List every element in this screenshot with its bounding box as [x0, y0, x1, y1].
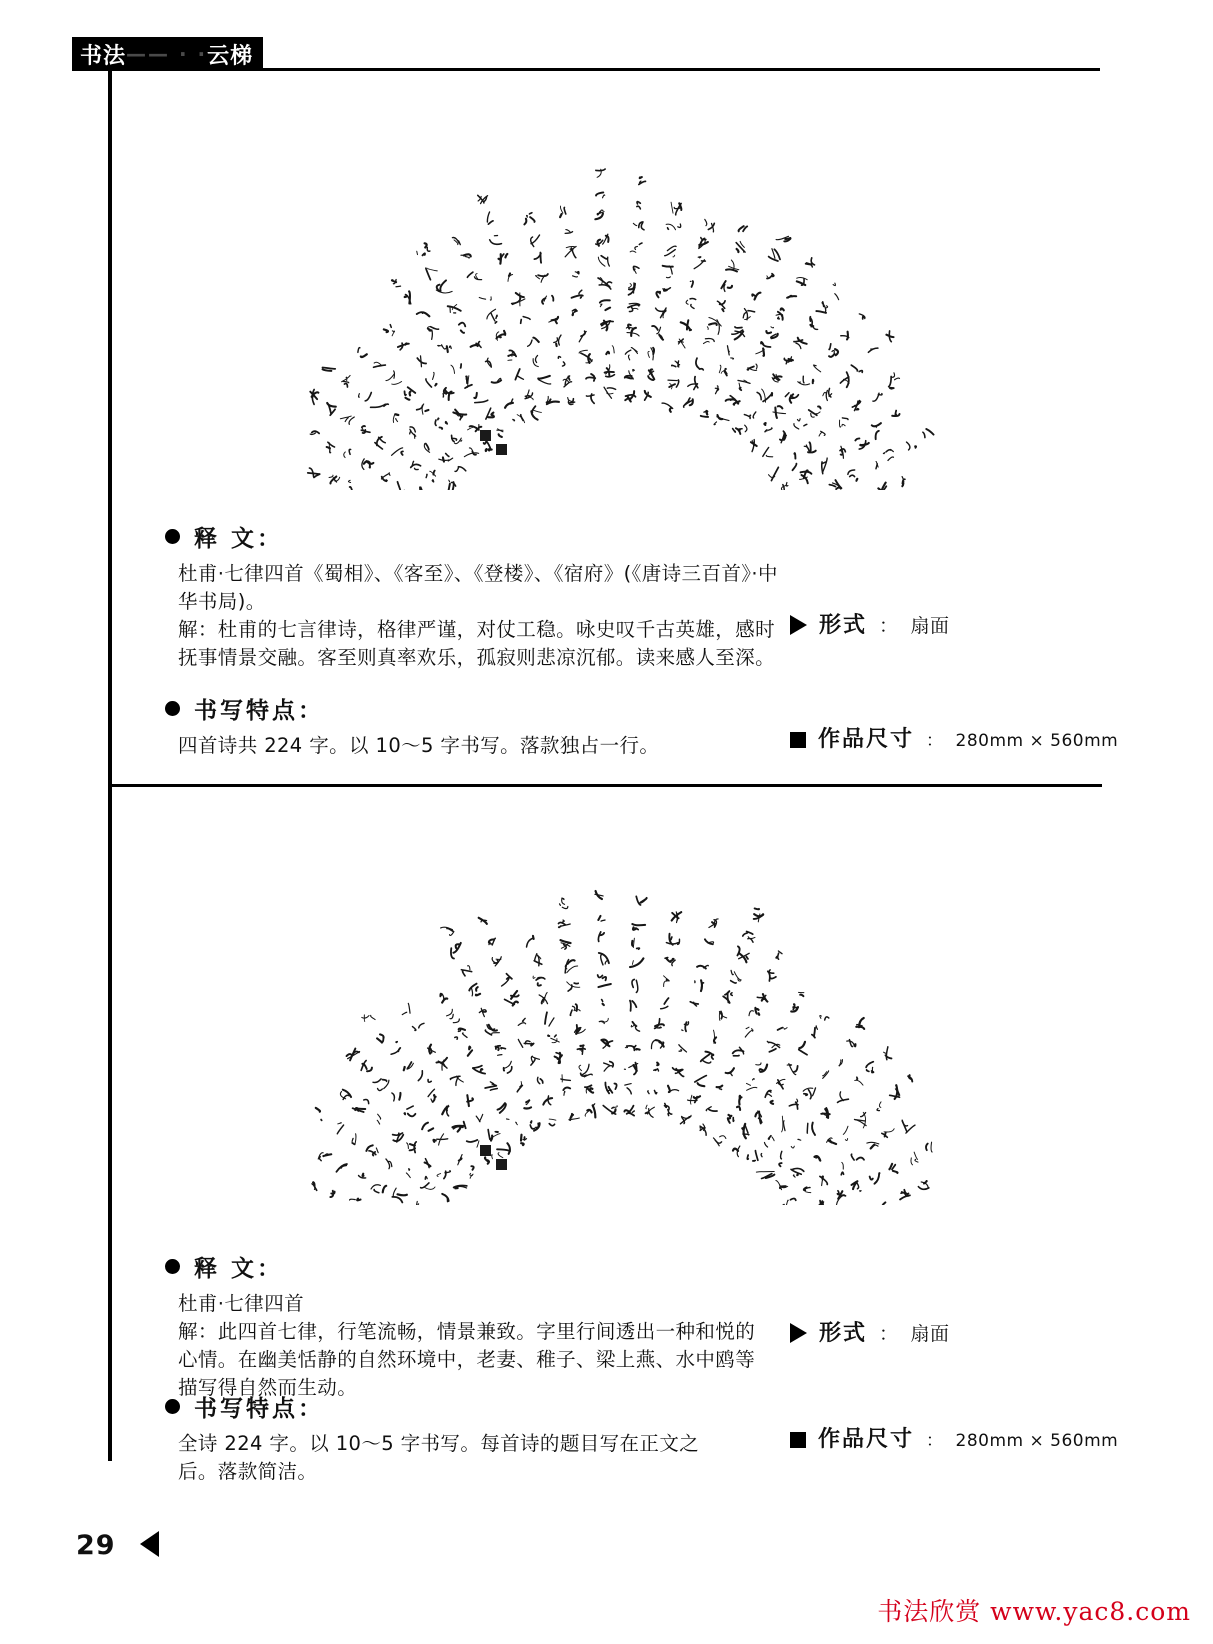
interpretation-source-1: 杜甫·七律四首《蜀相》、《客至》、《登楼》、《宿府》(《唐诗三百首》·中华书局)。: [178, 562, 778, 613]
form-label-1: 形式: [819, 613, 868, 638]
size-value-1: 280mm × 560mm: [955, 731, 1119, 751]
form-label-2: 形式: [819, 1321, 868, 1346]
bullet-icon: [165, 1259, 180, 1274]
size-label-1: 作品尺寸: [818, 727, 915, 752]
section-two: [0, 1230, 1213, 1530]
interpretation-heading-2: [165, 1250, 283, 1283]
interpretation-body-1: [178, 560, 778, 672]
size-value-2: 280mm × 560mm: [955, 1431, 1119, 1451]
interpretation-body-2: [178, 1290, 758, 1402]
features-text-2: 全诗 224 字。以 10～5 字书写。每首诗的题目写在正文之后。落款简洁。: [178, 1432, 700, 1483]
site-watermark: 书法欣赏 www.yac8.com: [877, 1597, 1191, 1626]
form-value-1: 扇面: [910, 615, 950, 637]
size-separator-2: ：: [926, 1431, 944, 1451]
form-meta-2: [790, 1316, 950, 1347]
interpretation-heading-label-2: 释 文：: [194, 1256, 284, 1282]
book-title-tag: [72, 37, 263, 71]
size-meta-2: [790, 1422, 1118, 1453]
features-heading-1: [165, 692, 324, 725]
page-number: 29: [76, 1530, 116, 1561]
page-header: [0, 0, 1213, 100]
interpretation-explanation-2: 解：此四首七律，行笔流畅，情景兼致。字里行间透出一种和悦的心情。在幽美恬静的自然环境中，老妻、稚子、梁上燕、水中鸥等描写得自然而生动。: [178, 1320, 756, 1399]
triangle-marker-icon: [790, 615, 807, 635]
features-heading-label-2: 书写特点：: [194, 1396, 324, 1422]
bullet-icon: [165, 701, 180, 716]
interpretation-source-2: 杜甫·七律四首: [178, 1292, 304, 1315]
form-value-2: 扇面: [910, 1323, 950, 1345]
square-marker-icon: [790, 732, 806, 748]
bullet-icon: [165, 1399, 180, 1414]
features-text-1: 四首诗共 224 字。以 10～5 字书写。落款独占一行。: [178, 734, 660, 757]
square-marker-icon: [790, 1432, 806, 1448]
book-title-obscured: —— · ·: [126, 42, 208, 66]
page-marker-icon: [140, 1531, 159, 1557]
form-separator-2: ：: [879, 1323, 899, 1345]
book-title-prefix: 书法: [80, 43, 127, 69]
book-title-suffix: 云梯: [207, 43, 254, 69]
section-divider: [110, 784, 1102, 787]
form-separator-1: ：: [879, 615, 899, 637]
features-body-1: [178, 732, 778, 760]
features-body-2: [178, 1430, 738, 1486]
features-heading-2: [165, 1390, 324, 1423]
bullet-icon: [165, 529, 180, 544]
calligraphy-artwork-2: [180, 815, 1060, 1205]
section-one: [0, 500, 1213, 800]
calligraphy-artwork-1: [180, 100, 1060, 490]
size-separator-1: ：: [926, 731, 944, 751]
interpretation-heading-1: [165, 520, 283, 553]
fan-shape-1: [180, 100, 1060, 490]
fan-shape-2: [180, 815, 1060, 1205]
size-label-2: 作品尺寸: [818, 1427, 915, 1452]
header-horizontal-rule: [240, 68, 1100, 71]
interpretation-heading-label-1: 释 文：: [194, 526, 284, 552]
triangle-marker-icon: [790, 1323, 807, 1343]
interpretation-explanation-1: 解：杜甫的七言律诗，格律严谨，对仗工稳。咏史叹千古英雄，感时抚事情景交融。客至则真率欢乐，孤寂则悲凉沉郁。读来感人至深。: [178, 618, 776, 669]
features-heading-label-1: 书写特点：: [194, 698, 324, 724]
size-meta-1: [790, 722, 1118, 753]
form-meta-1: [790, 608, 950, 639]
